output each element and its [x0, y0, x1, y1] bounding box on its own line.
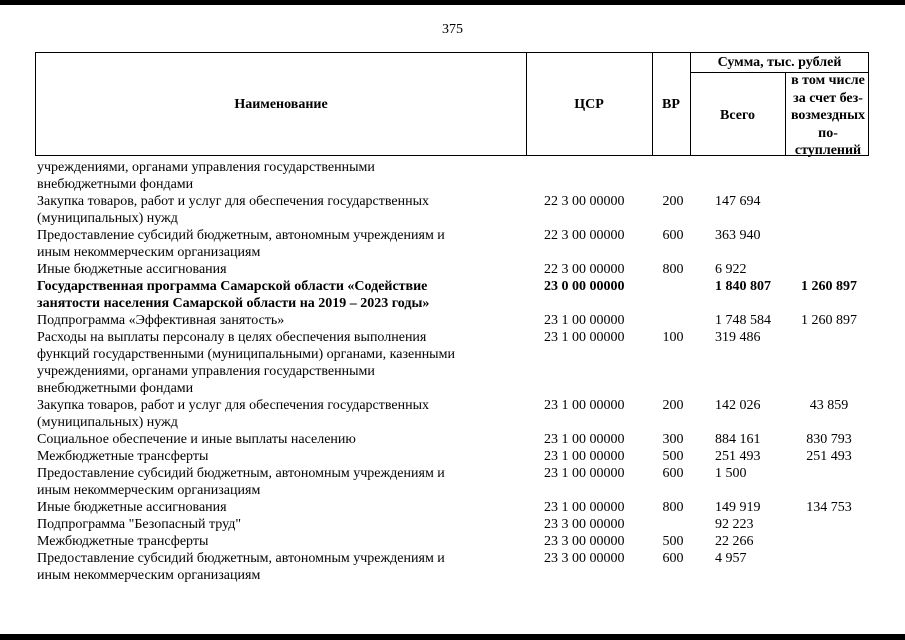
header-name: Наименование: [234, 97, 328, 112]
row-total: 22 266: [715, 534, 754, 549]
row-csr: 23 3 00 00000: [544, 551, 625, 566]
row-vr: 200: [662, 194, 684, 209]
row-total: 149 919: [715, 500, 761, 515]
row-name: учреждениями, органами управления государственными внебюджетными фондами: [37, 160, 375, 192]
row-vr: 200: [662, 398, 684, 413]
row-free-receipts: 1 260 897: [801, 313, 857, 328]
row-name: Закупка товаров, работ и услуг для обеспечения государственных (муниципальных) нужд: [37, 194, 430, 226]
header-free-receipts: в том числе за счет без-возмездных по-ступлений: [790, 73, 866, 158]
table-row: [37, 448, 869, 465]
row-free-receipts: 251 493: [806, 449, 852, 464]
row-csr: 23 1 00 00000: [544, 500, 625, 515]
table-row: [37, 329, 869, 397]
row-csr: 23 3 00 00000: [544, 517, 625, 532]
row-total: 363 940: [715, 228, 761, 243]
bottom-scan-border: [0, 634, 905, 640]
row-name: Подпрограмма «Эффективная занятость»: [37, 313, 285, 328]
row-total: 4 957: [715, 551, 747, 566]
row-csr: 22 3 00 00000: [544, 228, 625, 243]
row-free-receipts: 43 859: [809, 398, 849, 413]
row-csr: 23 1 00 00000: [544, 466, 625, 481]
row-total: 147 694: [715, 194, 761, 209]
row-free-receipts: 134 753: [806, 500, 852, 515]
row-vr: 600: [662, 228, 684, 243]
table-row: [37, 550, 869, 584]
table-header: [35, 52, 869, 156]
table-row: [37, 159, 869, 193]
row-csr: 23 1 00 00000: [544, 449, 625, 464]
row-name: Предоставление субсидий бюджетным, автономным учреждениям и иным некоммерческим организациям: [37, 228, 445, 260]
row-total: 251 493: [715, 449, 761, 464]
row-name: Государственная программа Самарской области «Содействие занятости населения Самарской области на 2019 – 2023 годы»: [37, 279, 430, 311]
table-body: [37, 159, 869, 584]
row-name: Закупка товаров, работ и услуг для обеспечения государственных (муниципальных) нужд: [37, 398, 430, 430]
row-total: 1 840 807: [715, 279, 771, 294]
top-scan-border: [0, 0, 905, 5]
row-free-receipts: 830 793: [806, 432, 852, 447]
row-name: Расходы на выплаты персоналу в целях обеспечения выполнения функций государственными (муниципальными) органами, казенными учреждениями, органами управления государственными внебюджетными фондами: [37, 330, 455, 396]
row-name: Иные бюджетные ассигнования: [37, 262, 227, 277]
row-name: Межбюджетные трансферты: [37, 449, 209, 464]
row-name: Межбюджетные трансферты: [37, 534, 209, 549]
header-total: Всего: [720, 108, 755, 123]
header-sum-group: Сумма, тыс. рублей: [717, 55, 842, 70]
row-free-receipts: 1 260 897: [801, 279, 857, 294]
header-csr: ЦСР: [574, 97, 604, 112]
row-vr: 600: [662, 551, 684, 566]
row-name: Предоставление субсидий бюджетным, автономным учреждениям и иным некоммерческим организациям: [37, 466, 445, 498]
row-csr: 22 3 00 00000: [544, 194, 625, 209]
row-total: 92 223: [715, 517, 754, 532]
row-csr: 23 1 00 00000: [544, 330, 625, 345]
table-row: [37, 499, 869, 516]
table-row: [37, 261, 869, 278]
row-total: 6 922: [715, 262, 747, 277]
row-csr: 23 3 00 00000: [544, 534, 625, 549]
table-row: [37, 312, 869, 329]
row-name: Предоставление субсидий бюджетным, автономным учреждениям и иным некоммерческим организациям: [37, 551, 445, 583]
row-name: Социальное обеспечение и иные выплаты населению: [37, 432, 356, 447]
page-number: 375: [442, 22, 463, 37]
row-vr: 500: [662, 449, 684, 464]
table-row: [37, 278, 869, 312]
row-csr: 23 1 00 00000: [544, 313, 625, 328]
row-vr: 800: [662, 500, 684, 515]
row-csr: 23 1 00 00000: [544, 398, 625, 413]
row-vr: 600: [662, 466, 684, 481]
row-total: 142 026: [715, 398, 761, 413]
table-row: [37, 533, 869, 550]
row-total: 1 500: [715, 466, 747, 481]
table-row: [37, 465, 869, 499]
table-row: [37, 227, 869, 261]
row-vr: 100: [662, 330, 684, 345]
row-name: Подпрограмма "Безопасный труд": [37, 517, 242, 532]
header-divider: [785, 73, 786, 155]
row-name: Иные бюджетные ассигнования: [37, 500, 227, 515]
table-row: [37, 397, 869, 431]
row-total: 319 486: [715, 330, 761, 345]
row-csr: 22 3 00 00000: [544, 262, 625, 277]
table-row: [37, 193, 869, 227]
row-csr: 23 1 00 00000: [544, 432, 625, 447]
row-total: 884 161: [715, 432, 761, 447]
row-vr: 500: [662, 534, 684, 549]
row-vr: 300: [662, 432, 684, 447]
table-row: [37, 516, 869, 533]
row-csr: 23 0 00 00000: [544, 279, 625, 294]
row-vr: 800: [662, 262, 684, 277]
header-vr: ВР: [662, 97, 680, 112]
row-total: 1 748 584: [715, 313, 771, 328]
table-row: [37, 431, 869, 448]
